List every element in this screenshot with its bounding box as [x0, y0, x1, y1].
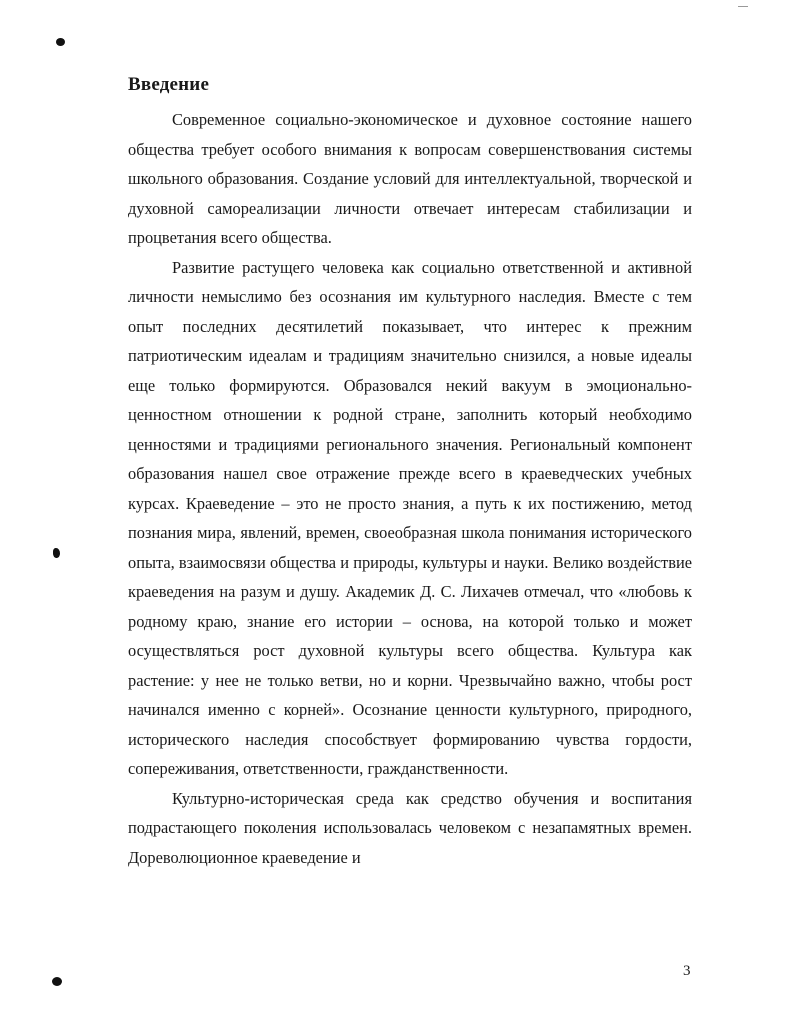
- page-number: 3: [683, 963, 691, 979]
- scan-blot-icon: [53, 548, 60, 558]
- body-text: [128, 105, 692, 872]
- section-heading: Введение: [128, 74, 210, 95]
- paragraph-2: Развитие растущего человека как социально ответственной и активной личности немыслимо без осознания им культурного наследия. Вместе с тем опыт последних десятилетий показывает, что интерес к прежним патриотическим идеалам и традициям значительно снизился, а новые идеалы еще только формируются. Образовался некий вакуум в эмоционально-ценностном отношении к родной стране, заполнить который необходимо ценностями и традициями регионального значения. Региональный компонент образования нашел свое отражение прежде всего в краеведческих учебных курсах. Краеведение – это не просто знания, а путь к их постижению, метод познания мира, явлений, времен, своеобразная школа понимания исторического опыта, взаимосвязи общества и природы, культуры и науки. Велико воздействие краеведения на разум и душу. Академик Д. С. Лихачев отмечал, что «любовь к родному краю, знание его истории – основа, на которой только и может осуществляться рост духовной культуры всего общества. Культура как растение: у нее не только ветви, но и корни. Чрезвычайно важно, чтобы рост начинался именно с корней». Осознание ценности культурного, природного, исторического наследия способствует формированию чувства гордости, сопереживания, ответственности, гражданственности.: [128, 257, 692, 778]
- scan-blot-icon: [52, 977, 62, 986]
- scan-mark: [738, 6, 748, 7]
- paragraph-3: Культурно-историческая среда как средство обучения и воспитания подрастающего поколения использовалась человеком с незапамятных времен. Дореволюционное краеведение и: [128, 788, 692, 867]
- paragraph-1: Современное социально-экономическое и духовное состояние нашего общества требует особого внимания к вопросам совершенствования системы школьного образования. Создание условий для интеллектуальной, творческой и духовной самореализации личности отвечает интересам стабилизации и процветания всего общества.: [128, 110, 692, 247]
- scan-blot-icon: [56, 38, 65, 46]
